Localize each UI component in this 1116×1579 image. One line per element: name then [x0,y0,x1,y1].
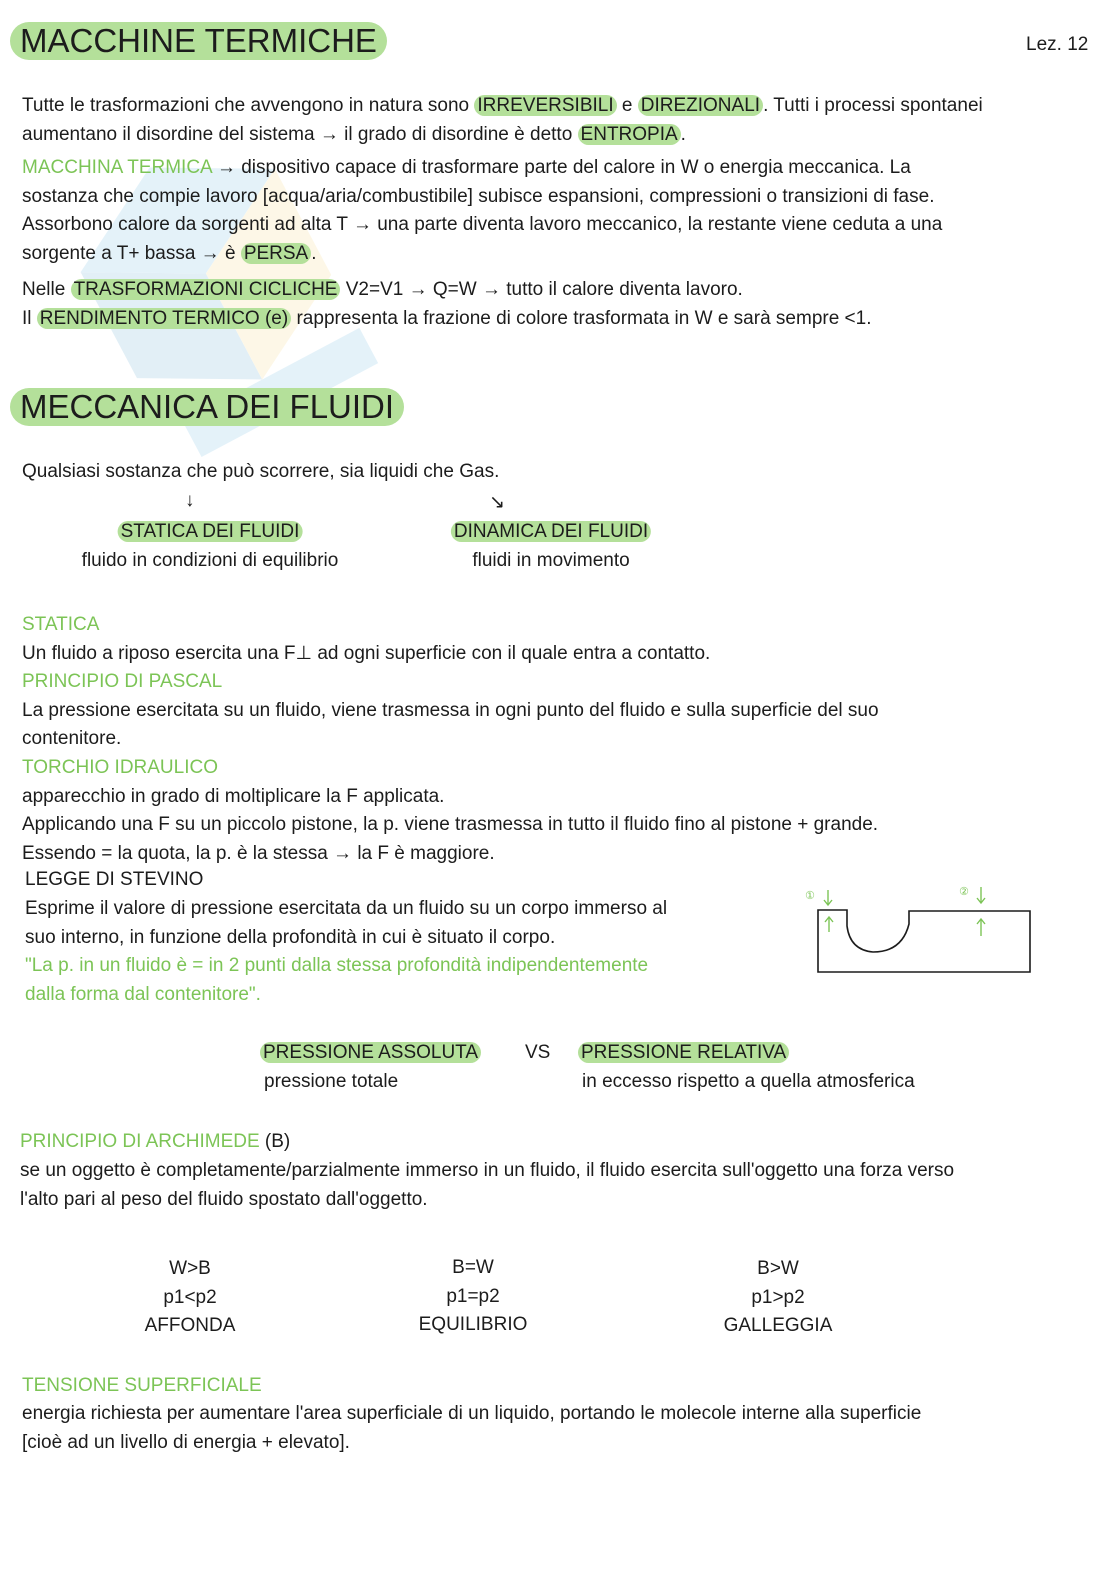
pressione-assoluta-label [260,1039,481,1068]
text: e [616,95,638,116]
text: . [311,243,317,264]
thermal-paragraph-2-line-2: sostanza che compie lavoro [acqua/aria/combustibile] subisce espansioni, compressioni o transizioni di fase. [22,186,935,207]
stevino-container-diagram [805,884,1035,976]
highlight-rendimento-termico: RENDIMENTO TERMICO (e) [37,308,291,329]
text: Nelle [22,279,71,300]
pascal-text-1: La pressione esercitata su un fluido, viene trasmessa in ogni punto del fluido e sulla superficie del suo [22,700,879,721]
vs-label: VS [525,1042,551,1063]
text: rappresenta la frazione di colore trasformata in W e sarà sempre <1. [291,308,872,329]
thermal-paragraph-2-line-3: Assorbono calore da sorgenti ad alta T → una parte diventa lavoro meccanico, la restante viene ceduta a una [22,214,943,235]
text: sorgente a T+ bassa → è [22,243,241,264]
highlight-direzionali: DIREZIONALI [638,95,763,116]
container-shape [805,884,1035,976]
case-2-condition: B=W [452,1257,494,1278]
torchio-text-3: Essendo = la quota, la p. è la stessa → la F è maggiore. [22,843,495,864]
case-1-result: AFFONDA [144,1315,236,1336]
stevino-quote-2: dalla forma dal contenitore". [25,984,261,1005]
arrow-diagonal-icon: ↘ [489,492,505,513]
heading-torchio: TORCHIO IDRAULICO [22,757,219,778]
torchio-text-1: apparecchio in grado di moltiplicare la F applicata. [22,786,445,807]
dinamica-dei-fluidi-label [451,518,651,547]
case-3-condition: B>W [757,1258,799,1279]
heading-pascal: PRINCIPIO DI PASCAL [22,671,223,692]
highlight-statica: STATICA DEI FLUIDI [118,521,303,542]
archimede-text-2: l'alto pari al peso del fluido spostato dall'oggetto. [20,1189,428,1210]
section-title-fluids: MECCANICA DEI FLUIDI [10,388,404,426]
heading-tensione: TENSIONE SUPERFICIALE [22,1375,262,1396]
tensione-text-2: [cioè ad un livello di energia + elevato]. [22,1432,350,1453]
thermal-paragraph-3-line-1 [22,276,743,305]
term-macchina-termica: MACCHINA TERMICA [22,157,212,178]
highlight-entropia: ENTROPIA [578,124,681,145]
case-3-result: GALLEGGIA [723,1315,833,1336]
fluids-intro: Qualsiasi sostanza che può scorrere, sia liquidi che Gas. [22,461,500,482]
highlight-irreversibili: IRREVERSIBILI [474,95,616,116]
text: . [680,124,686,145]
text: (B) [259,1131,291,1152]
statica-dei-fluidi-label [118,518,303,547]
case-2-pressure: p1=p2 [446,1286,500,1307]
pressione-relativa-desc: in eccesso rispetto a quella atmosferica [582,1071,915,1092]
heading-stevino: LEGGE DI STEVINO [25,869,204,890]
highlight-pressione-relativa: PRESSIONE RELATIVA [578,1042,789,1063]
thermal-paragraph-2-line-1 [22,154,911,183]
pascal-text-2: contenitore. [22,728,122,749]
stevino-text-1: Esprime il valore di pressione esercitata da un fluido su un corpo immerso al [25,898,668,919]
pressione-assoluta-desc: pressione totale [264,1071,399,1092]
tensione-text-1: energia richiesta per aumentare l'area superficiale di un liquido, portando le molecole interne alla superficie [22,1403,922,1424]
text: Il [22,308,37,329]
heading-statica: STATICA [22,614,100,635]
thermal-paragraph-3-line-2 [22,305,872,334]
diagram-point-1-label: ① [805,890,815,902]
text: . Tutti i processi spontanei [763,95,983,116]
stevino-text-2: suo interno, in funzione della profondità in cui è situato il corpo. [25,927,556,948]
section-title-thermal: MACCHINE TERMICHE [10,22,387,60]
text: → dispositivo capace di trasformare parte del calore in W o energia meccanica. La [211,157,911,178]
case-1-condition: W>B [169,1258,211,1279]
highlight-trasformazioni-cicliche: TRASFORMAZIONI CICLICHE [71,279,341,300]
term-archimede: PRINCIPIO DI ARCHIMEDE [20,1131,260,1152]
highlight-pressione-assoluta: PRESSIONE ASSOLUTA [260,1042,481,1063]
thermal-paragraph-2-line-4 [22,240,317,269]
statica-dei-fluidi-desc: fluido in condizioni di equilibrio [81,550,339,571]
arrow-down-icon: ↓ [185,490,195,511]
case-1-pressure: p1<p2 [163,1287,217,1308]
text: V2=V1 → Q=W → tutto il calore diventa lavoro. [340,279,743,300]
heading-archimede [20,1128,290,1157]
highlight-persa: PERSA [241,243,311,264]
diagram-point-2-label: ② [959,886,969,898]
text: aumentano il disordine del sistema → il grado di disordine è detto [22,124,578,145]
archimede-text-1: se un oggetto è completamente/parzialmente immerso in un fluido, il fluido esercita sull'oggetto una forza verso [20,1160,955,1181]
thermal-paragraph-1-line-1 [22,92,983,121]
highlight-dinamica: DINAMICA DEI FLUIDI [451,521,651,542]
stevino-quote-1: "La p. in un fluido è = in 2 punti dalla stessa profondità indipendentemente [25,955,649,976]
statica-text: Un fluido a riposo esercita una F⊥ ad ogni superficie con il quale entra a contatto. [22,643,711,664]
dinamica-dei-fluidi-desc: fluidi in movimento [472,550,630,571]
pressione-relativa-label [578,1039,789,1068]
thermal-paragraph-1-line-2 [22,121,686,150]
case-3-pressure: p1>p2 [751,1287,805,1308]
torchio-text-2: Applicando una F su un piccolo pistone, la p. viene trasmessa in tutto il fluido fino al pistone + grande. [22,814,879,835]
lesson-number: Lez. 12 [1026,34,1089,55]
case-2-result: EQUILIBRIO [418,1314,528,1335]
text: Tutte le trasformazioni che avvengono in natura sono [22,95,475,116]
